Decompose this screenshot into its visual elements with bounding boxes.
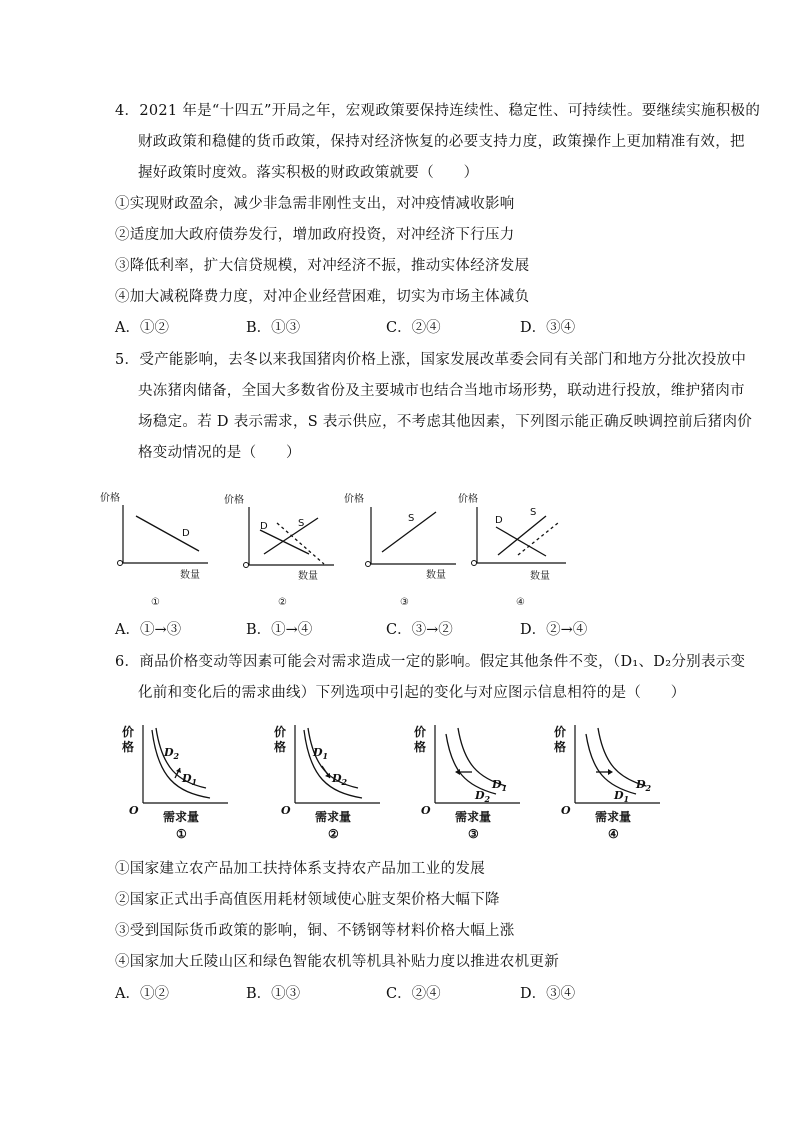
q5-g4-number: ④ [516,597,525,608]
q6-option-c[interactable]: C．②④ [386,986,441,1002]
q5-option-a[interactable]: A．①→③ [115,622,182,638]
q4-item-4: ④加大减税降费力度，对冲企业经营困难，切实为市场主体减负 [115,289,530,305]
q6-g2-x-label: 需求量 [315,810,352,824]
q6-g3-x-label: 需求量 [455,810,492,824]
q6-g1-x-label: 需求量 [163,810,200,824]
q6-g1-y-label-1: 价 [122,725,135,739]
q6-item-3: ③受到国际货币政策的影响，铜、不锈钢等材料价格大幅上涨 [115,923,515,939]
q6-g1-y-label-2: 格 [122,740,135,754]
q5-g2-y-label: 价格 [224,495,244,506]
q6-graph-1 [118,720,248,845]
q6-g1-number: ① [176,827,187,841]
q5-g2-s-label: S [298,518,305,529]
q5-g1-y-label: 价格 [100,493,120,504]
q6-g3-origin-label: O [421,804,431,817]
q6-g3-y-label-1: 价 [414,725,427,739]
q6-graph-2 [270,720,400,845]
q5-stem-line-4: 格变动情况的是（ ） [138,445,301,461]
q6-g3-y-label-2: 格 [414,740,427,754]
q5-stem-line-2: 央冻猪肉储备，全国大多数省份及主要城市也结合当地市场形势，联动进行投放，维护猪肉市 [138,383,745,399]
q5-g4-s-label: S [530,507,537,518]
q5-option-b[interactable]: B．①→④ [246,622,313,638]
q6-g4-d1-label: $D_1$ [614,789,630,804]
q6-graph-4 [550,720,680,845]
q5-option-c[interactable]: C．③→② [386,622,453,638]
q5-g4-supply-line [498,516,546,555]
q6-stem-line-1: 6．商品价格变动等因素可能会对需求造成一定的影响。假定其他条件不变，（D₁、D₂分别表示变 [115,654,746,670]
q5-g2-demand-line [260,530,309,554]
q6-g2-origin-label: O [281,804,291,817]
q6-g4-number: ④ [608,827,619,841]
q4-item-1: ①实现财政盈余，减少非急需非刚性支出，对冲疫情减收影响 [115,196,515,212]
q6-g3-d1-label: $D_1$ [492,778,508,793]
q4-option-a[interactable]: A．①② [115,320,169,336]
q5-graph-3 [340,485,470,610]
q5-g4-demand-line [496,527,546,556]
q6-g2-d2-label: $D_2$ [332,772,348,787]
q6-g4-y-label-1: 价 [554,725,567,739]
q5-g1-d-label: D [182,528,190,539]
q5-g3-number: ③ [400,597,409,608]
q6-g2-y-label-2: 格 [274,740,287,754]
q5-g2-d-label: D [260,521,268,532]
q5-g1-origin [118,561,123,566]
q5-g3-x-label: 数量 [426,570,446,581]
q5-stem-line-3: 场稳定。若 D 表示需求，S 表示供应，不考虑其他因素，下列图示能正确反映调控前后猪肉价 [138,414,753,430]
q5-graph-4 [454,485,584,610]
q6-g2-y-label-1: 价 [274,725,287,739]
q6-g2-number: ② [328,827,339,841]
q5-g1-x-label: 数量 [180,570,200,581]
q6-option-d[interactable]: D．③④ [520,986,576,1002]
q5-g4-y-label: 价格 [458,494,478,505]
q5-g4-x-label: 数量 [530,571,550,582]
q6-g1-origin-label: O [129,804,139,817]
q6-option-a[interactable]: A．①② [115,986,169,1002]
q4-option-b[interactable]: B．①③ [246,320,301,336]
q5-g2-number: ② [278,597,287,608]
q5-g3-origin [366,562,371,567]
q6-g1-curve-d1 [152,730,210,798]
q6-g1-d1-label: $D_1$ [182,772,198,787]
q6-option-b[interactable]: B．①③ [246,986,301,1002]
q6-g3-d2-label: $D_2$ [475,789,491,804]
q6-g1-d2-label: $D_2$ [164,746,180,761]
q6-g4-x-label: 需求量 [595,810,632,824]
q5-option-d[interactable]: D．②→④ [520,622,588,638]
q4-option-c[interactable]: C．②④ [386,320,441,336]
q6-g4-arrow-head [608,769,613,775]
q6-item-1: ①国家建立农产品加工扶持体系支持农产品加工业的发展 [115,861,485,877]
q5-graph-1 [96,485,226,610]
q4-item-3: ③降低利率，扩大信贷规模，对冲经济不振，推动实体经济发展 [115,258,530,274]
q5-g2-x-label: 数量 [298,571,318,582]
q6-g2-curve-d2 [304,730,362,798]
q5-stem-line-1: 5．受产能影响，去冬以来我国猪肉价格上涨，国家发展改革委会同有关部门和地方分批次投放中 [115,352,747,368]
q6-item-2: ②国家正式出手高值医用耗材领域使心脏支架价格大幅下降 [115,892,500,908]
q6-g4-y-label-2: 格 [554,740,567,754]
q5-g3-s-label: S [408,513,415,524]
q4-item-2: ②适度加大政府债券发行，增加政府投资，对冲经济下行压力 [115,227,515,243]
q6-g2-d1-label: $D_1$ [313,746,329,761]
q6-item-4: ④国家加大丘陵山区和绿色智能农机等机具补贴力度以推进农机更新 [115,954,559,970]
q5-g4-shifted-line [518,523,558,555]
q5-g2-origin [244,563,249,568]
q6-stem-line-2: 化前和变化后的需求曲线）下列选项中引起的变化与对应图示信息相符的是（ ） [138,685,686,701]
q5-g1-number: ① [151,597,160,608]
q4-stem-line-3: 握好政策时度效。落实积极的财政政策就要（ ） [138,165,479,181]
q5-graph-2 [216,485,346,610]
q4-stem-line-2: 财政政策和稳健的货币政策，保持对经济恢复的必要支持力度，政策操作上更加精准有效，把 [138,134,745,150]
q6-g4-origin-label: O [561,804,571,817]
q4-stem-line-1: 4．2021 年是“十四五”开局之年，宏观政策要保持连续性、稳定性、可持续性。要继续实施积极的 [115,103,761,119]
q6-g3-number: ③ [468,827,479,841]
q4-option-d[interactable]: D．③④ [520,320,576,336]
q5-g3-y-label: 价格 [344,494,364,505]
q5-g4-origin [472,561,477,566]
q6-g4-d2-label: $D_2$ [636,778,652,793]
q5-g4-d-label: D [495,515,503,526]
q6-graph-3 [410,720,540,845]
